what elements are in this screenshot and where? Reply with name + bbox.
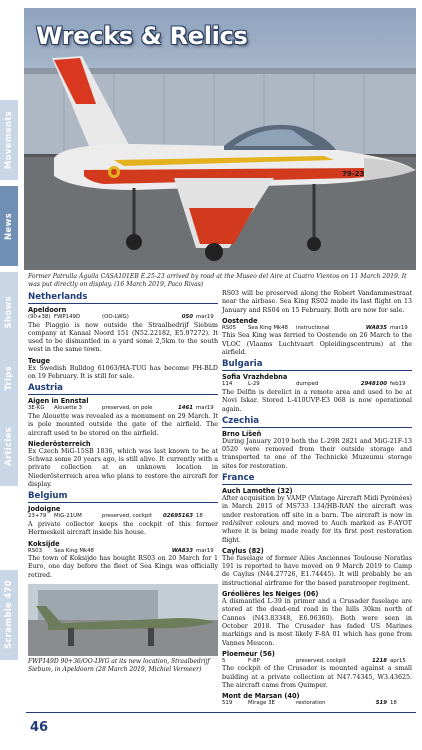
place-heading: Apeldoorn [28,306,67,314]
place-heading: Brno Líšeň [222,429,262,438]
paragraph: Ex Swedish Bulldog 61063/HA-TUG has become PH-BLD on 19 February. It is still for sale. [28,364,218,381]
paragraph: The town of Koksijde has bought RS03 on 20 March for 1 Euro, one day before the fleet of Sea Kings was officially retired. [28,555,218,579]
page-number: 46 [30,720,49,735]
place-heading: Ploemeur (56) [222,649,275,658]
info-type: FWP149D [54,314,81,320]
aircraft-info-line [28,548,218,556]
info-code: 519 [375,700,387,707]
place-heading: Teuge [28,356,50,365]
info-type: Mirage 3E [248,700,275,707]
hero-caption: Former Patrulla Águila CASA101EB E.25-23 arrived by road at the Museo del Aire at Cuatro Vientos on 11 March 2019. It was put directly on display. (16 March 2019, Paco Rivas) [28,273,407,289]
info-status: instructional [296,324,330,331]
place-heading: Aigen in Ennstal [28,397,89,406]
place-heading: Auch Lamothe (32) [222,487,293,496]
info-date: apr15 [390,657,406,664]
paragraph: Ex Czech MiG-15SB 1836, which was last known to be at Schwaz some 20 years ago, is still alive. It currently with a private collection at an unknown location in Niederösterreich area who plans to restore the aircraft for display. [28,447,218,489]
info-type: L-29 [248,381,260,388]
aircraft-info-line [222,658,412,666]
info-date: 18 [390,700,397,707]
info-code: 2948100 [360,381,387,388]
info-status: preserved, cockpit [102,513,152,520]
info-date: feb19 [390,381,406,388]
side-tab-label: Trips [4,365,14,391]
page-title: Wrecks & Relics [36,22,248,50]
paragraph: The cockpit of the Crusader is mounted against a small building at a private collection at N47.74345, W3.43625. The aircraft came from Quimper. [222,665,412,689]
info-reg: 5 [222,657,226,664]
info-type: F-8P [248,657,260,664]
info-code: 02695163 [162,513,193,520]
side-tab-label: Scramble 470 [4,580,14,650]
side-tab-movements[interactable] [0,100,18,180]
article-photo [28,584,218,656]
aircraft-info-line [222,381,412,389]
side-tab-label: News [4,212,14,240]
country-heading: Netherlands [28,292,218,304]
info-type: Sea King Mk48 [54,547,94,554]
photo-caption: FWP149D 90+36/OO-LWG at its new location, Straalbedrijf Siebum, in Apeldoorn (28 March 2019, Michiel Vermeer) [28,658,210,674]
info-date: mar19 [390,324,408,331]
left-column [28,290,218,674]
info-reg: 114 [222,381,233,388]
side-tab-scramble[interactable] [0,570,18,660]
place-heading: Gréolières les Neiges (06) [222,590,319,599]
side-tab-articles[interactable] [0,406,18,486]
info-reg: 23+79 [28,513,47,520]
place-heading: Jodoigne [28,505,61,514]
paragraph: During January 2019 both the L-29R 2821 and MiG-21F-13 0520 were removed from their outside storage and transported to one of the Technické Muzeumu storage sites for restoration. [222,437,412,470]
side-tab-label: Articles [4,426,14,466]
paragraph: The fuselage of former Ailes Anciennes Toulouse Noratlas 191 is reported to have moved on 9 March 2019 to Camp de Caylus (N44.27726, E1.74445). It will probably be an instructional airframe for the based paratrooper regiment. [222,554,412,587]
info-code: 050 [181,314,193,320]
place-heading: Oostende [222,316,258,325]
info-reg: 3E-KG [28,405,45,412]
hero-photo [24,8,416,270]
side-tabs [0,100,18,660]
divider [26,712,416,713]
country-heading: France [222,473,412,485]
info-type: Alouette 3 [54,405,82,412]
aircraft-info-line [222,700,412,708]
paragraph: A dismantled L-39 in primer and a Crusader fuselage are stored at the dead-end road in the hills 30km north of Cannes (N43.83348, E6.96360). Both were seen in October 2018. The Crusader has faded US Marines markings and is most likely F-8A 01 which has gone from Vannes Meucon. [222,598,412,647]
aircraft-info-line [222,325,412,333]
paragraph: This Sea King was ferried to Oostende on 26 March to the VLOC (Vlaams Luchtvaart Opleidingscentrum) at the airfield. [222,332,412,357]
info-code: WA835 [365,324,387,331]
paragraph: After acquisition by VAMP (Vintage Aircraft Midi Pyrénées) in March 2015 of MS733 134/HB-RAN the aircraft was under restoration off site in a barn. The aircraft is now in red/silver colours and moved to Auch marked as F-AYOT where it is being made ready for its first post restoration flight. [222,495,412,544]
paragraph: A private collector keeps the cockpit of this former Hermeskeil aircraft inside his house. [28,520,218,537]
paragraph: The Piaggio is now outside the Straalbedrijf Siebum company at Kanaal Noord 151 (N52.22182, E5.97272). It used to be dismantled in a yard some 2,5km to the south west in the same town. [28,321,218,354]
info-reg: RS05 [222,324,237,331]
country-heading: Austria [28,383,218,395]
side-tab-label: Movements [4,110,14,170]
place-heading: Niederösterreich [28,439,91,448]
info-code: 1218 [371,657,387,664]
country-heading: Belgium [28,491,218,503]
info-date: 18 [196,513,203,520]
country-heading: Bulgaria [222,359,412,371]
info-status: preserved, cockpit [296,657,346,664]
info-reg: 519 [222,700,233,707]
aircraft-info-line [28,405,218,413]
place-heading: Caylus (82) [222,546,264,555]
paragraph: The Alouette was revealed as a monument on 29 March. It is pole mounted outside the gate of the airfield. The aircraft used to be stored on the airfield. [28,412,218,437]
info-code: 1461 [177,405,193,412]
info-date: mar19 [196,405,214,412]
tail-code: 79-23 [342,170,365,178]
info-status [102,548,172,556]
info-type: MiG-21UM [54,513,82,520]
right-column [222,290,412,708]
paragraph: The Delfin is derelict in a remote area and used to be at Novi Iskar. Stored L-410UVP-E3 068 is now operational again. [222,388,412,413]
place-heading: Koksijde [28,539,60,548]
info-type: Sea King Mk48 [248,324,288,331]
info-status: dumped [296,381,319,388]
info-status: (OO-LWG) [102,314,129,320]
paragraph: RS03 will be preserved along the Robert Vandammestraat near the airbase. Sea King RS02 made its last flight on 13 January and RS04 on 15 February. Both are now for sale. [222,290,412,314]
place-heading: Sofia Vrazhdebna [222,373,288,382]
info-status: restoration [296,700,326,707]
place-heading: Mont de Marsan (40) [222,692,300,701]
aircraft-info-line [28,314,218,322]
info-reg: (90+38) [28,314,51,320]
aircraft-info-line [28,513,218,521]
info-status: preserved, on pole [102,405,153,412]
side-tab-news[interactable] [0,186,18,266]
info-reg: RS03 [28,547,43,554]
info-code: WA833 [171,547,193,554]
info-date: mar19 [196,314,214,320]
country-heading: Czechia [222,416,412,428]
side-tab-label: Shows [4,295,14,329]
info-date: mar19 [196,547,214,554]
